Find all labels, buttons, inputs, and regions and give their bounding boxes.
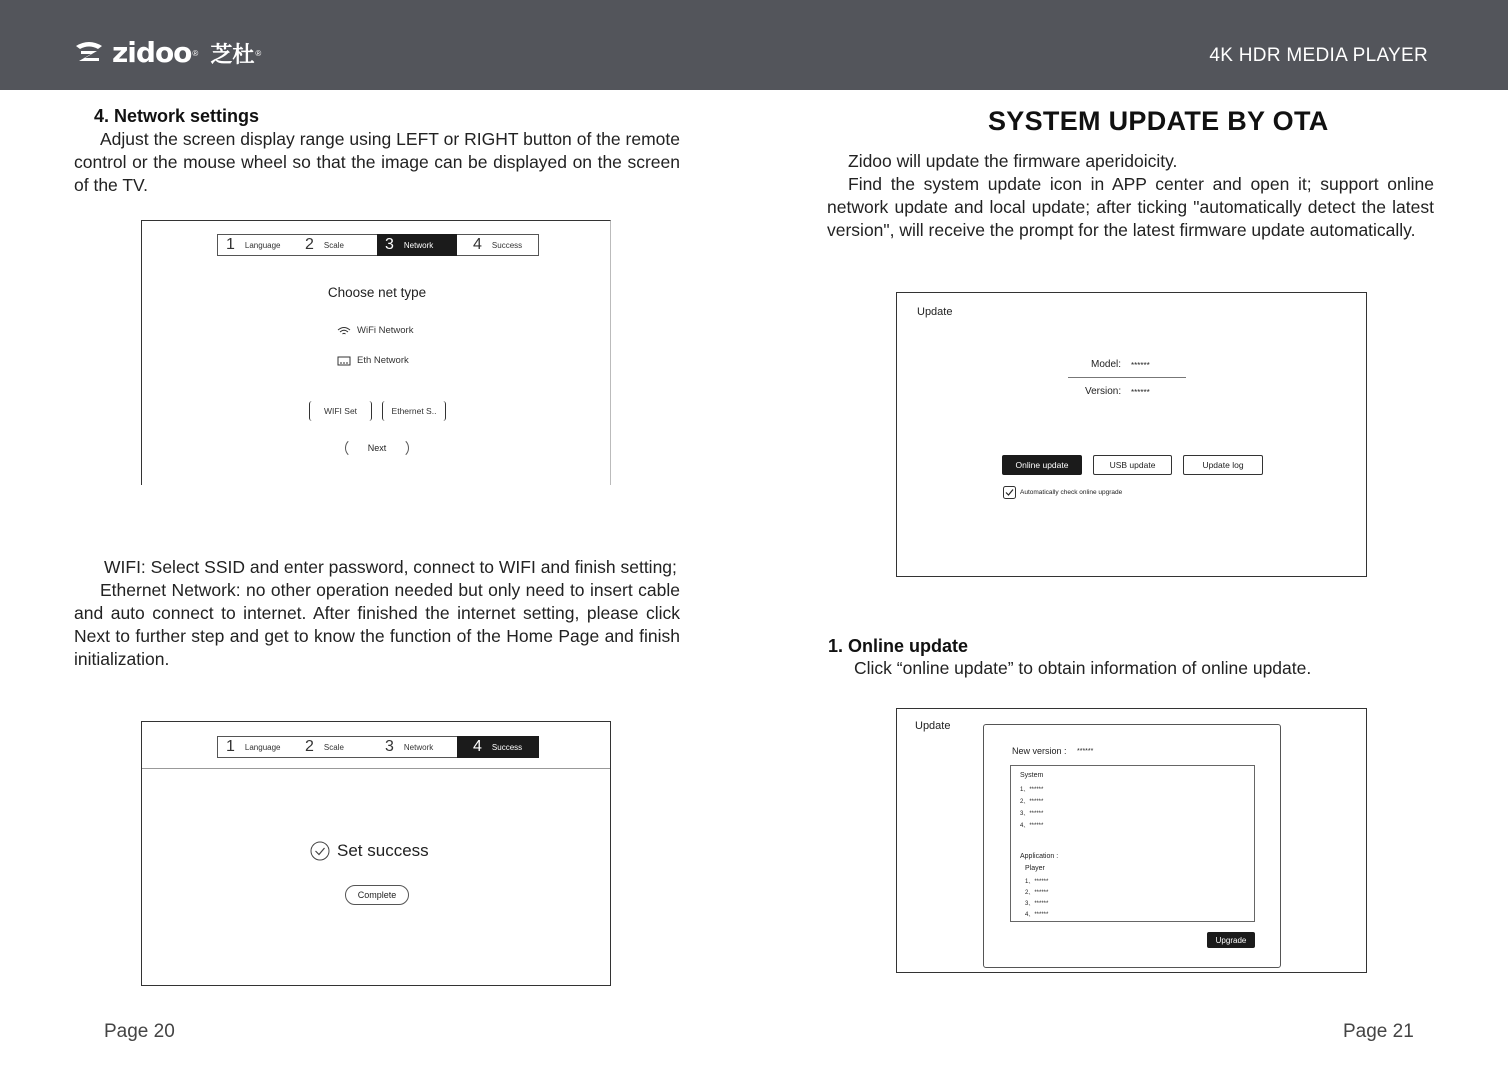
online-update-screen	[896, 708, 1367, 973]
auto-check-label: Automatically check online upgrade	[1020, 489, 1123, 496]
version-label: Version:	[1085, 386, 1122, 397]
ethernet-text: Ethernet Network: no other operation needed but only need to insert cable and auto connect to internet. After finished the internet setting, please click Next to further step and get to know the function of the Home Page and finish initialization.	[74, 580, 680, 669]
zidoo-logo-icon	[72, 39, 106, 67]
checkbox-checked-icon	[1003, 486, 1016, 499]
usb-update-button[interactable]: USB update	[1093, 455, 1172, 475]
set-success-message	[310, 841, 429, 861]
eth-network-option[interactable]: Eth Network	[337, 355, 409, 366]
header-title: 4K HDR MEDIA PLAYER	[1209, 45, 1428, 66]
new-version-label: New version :	[1012, 746, 1067, 756]
ota-para-1: Zidoo will update the firmware aperidoicity.	[848, 151, 1178, 171]
new-version-dialog	[983, 724, 1281, 968]
wifi-icon	[337, 326, 351, 336]
player-label: Player	[1025, 865, 1045, 872]
online-update-button[interactable]: Online update	[1002, 455, 1082, 475]
step-success-active: 4 Success	[457, 736, 539, 758]
step-language: 1 Language	[217, 234, 297, 256]
wizard-steps-2	[217, 736, 539, 758]
ota-heading: SYSTEM UPDATE BY OTA	[988, 106, 1329, 136]
network-intro-text: Adjust the screen display range using LEFT or RIGHT button of the remote control or the mouse wheel so that the image can be displayed on the screen of the TV.	[74, 129, 680, 195]
online-update-heading: 1. Online update	[828, 636, 969, 656]
step-success: 4 Success	[457, 234, 539, 256]
set-success-screen	[141, 721, 611, 986]
system-item: 2、******	[1020, 799, 1044, 805]
update-screen	[896, 292, 1367, 577]
step-scale-2: 2 Scale	[297, 736, 377, 758]
step-network-2: 3 Network	[377, 736, 457, 758]
page-number-right: Page 21	[1343, 1021, 1414, 1042]
ota-para-2: Find the system update icon in APP center and open it; support online network update and local update; after ticking "automatically detect the latest version", will receive the prompt for the latest firmware update automatically.	[827, 174, 1434, 240]
upgrade-button[interactable]: Upgrade	[1207, 932, 1255, 948]
zidoo-logo	[72, 36, 261, 70]
application-label: Application :	[1020, 853, 1059, 860]
registered-mark-cn: ®	[255, 48, 262, 58]
player-item: 4、******	[1025, 912, 1049, 918]
step-network-active: 3 Network	[377, 234, 457, 256]
system-item: 1、******	[1020, 787, 1044, 793]
changelog-panel	[1010, 765, 1255, 922]
new-version-value: ******	[1077, 748, 1094, 755]
wifi-network-option[interactable]: WiFi Network	[337, 325, 413, 336]
player-item: 2、******	[1025, 890, 1049, 896]
online-update-text: Click “online update” to obtain information of online update.	[854, 658, 1312, 678]
update-log-button[interactable]: Update log	[1183, 455, 1263, 475]
wifi-text: WIFI: Select SSID and enter password, connect to WIFI and finish setting;	[104, 557, 677, 577]
model-label: Model:	[1091, 359, 1122, 370]
system-item: 3、******	[1020, 811, 1044, 817]
wifi-set-button[interactable]: WIFI Set	[309, 401, 372, 421]
update-screen-title: Update	[917, 306, 953, 318]
ethernet-set-button[interactable]: Ethernet S..	[382, 401, 446, 421]
online-update-paragraph	[854, 657, 1414, 680]
brand-name-cn: 芝杜	[210, 42, 255, 68]
ethernet-icon	[337, 356, 351, 366]
registered-mark: ®	[192, 48, 199, 58]
system-item: 4、******	[1020, 823, 1044, 829]
system-label: System	[1020, 772, 1044, 779]
page-header	[0, 0, 1508, 90]
network-settings-heading: 4. Network settings	[94, 106, 260, 126]
model-value: ******	[1131, 361, 1150, 370]
version-value: ******	[1131, 388, 1150, 397]
choose-net-type-screen	[141, 220, 611, 485]
wizard-steps	[217, 234, 539, 256]
step-language-2: 1 Language	[217, 736, 297, 758]
player-item: 3、******	[1025, 901, 1049, 907]
player-item: 1、******	[1025, 879, 1049, 885]
step-scale: 2 Scale	[297, 234, 377, 256]
next-button[interactable]: Next	[345, 438, 409, 458]
ota-intro-paragraph	[827, 150, 1434, 242]
complete-button[interactable]: Complete	[345, 885, 409, 905]
brand-name: zidoo	[112, 36, 192, 69]
online-update-screen-title: Update	[915, 720, 951, 732]
auto-check-checkbox[interactable]	[1003, 486, 1122, 499]
divider	[142, 768, 610, 769]
set-success-text: Set success	[337, 841, 429, 860]
page-number-left: Page 20	[104, 1021, 175, 1042]
model-divider	[1068, 377, 1186, 378]
check-circle-icon	[310, 841, 330, 861]
wifi-ethernet-paragraph	[74, 556, 680, 671]
choose-net-type-title: Choose net type	[327, 285, 427, 300]
network-intro-paragraph	[74, 128, 680, 197]
